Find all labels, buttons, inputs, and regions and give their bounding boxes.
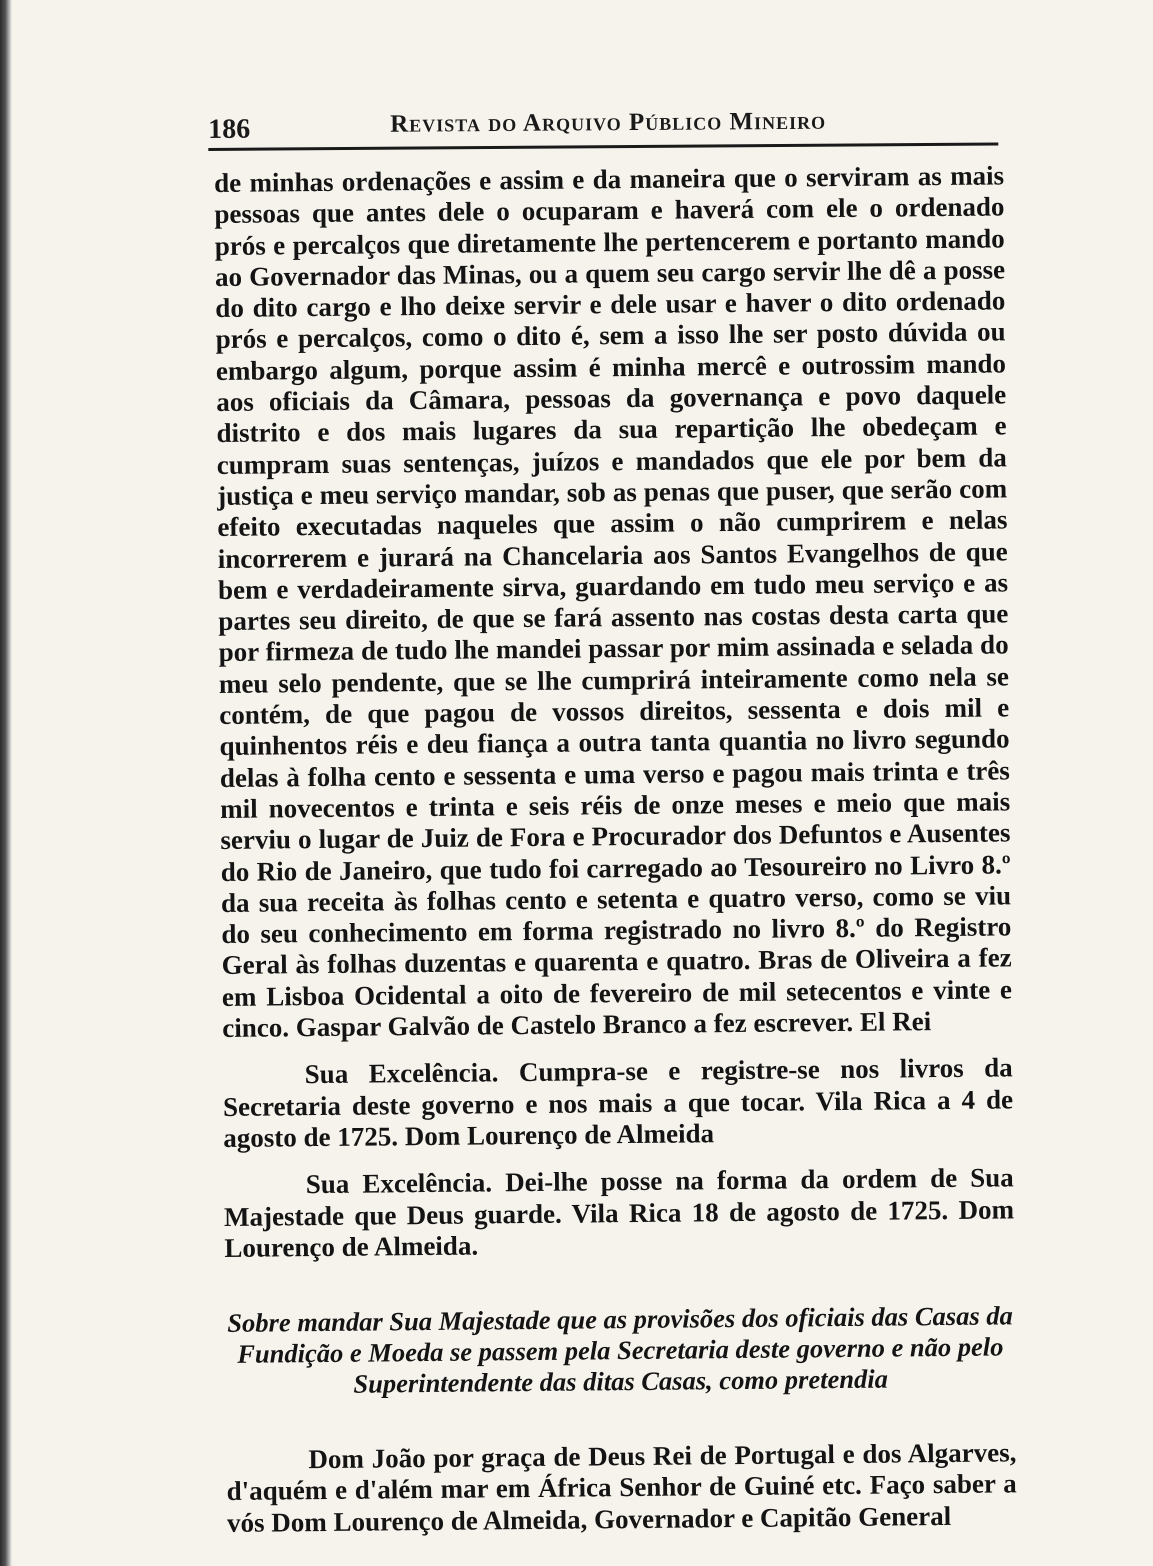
spacer [225, 1256, 1015, 1308]
page-body [214, 160, 1017, 1539]
running-title: Revista do Arquivo Público Mineiro [390, 107, 827, 138]
paragraph-cumpra-se: Sua Excelência. Cumpra-se e registre-se nos livros da Secretaria deste governo e nos mais a que tocar. Vila Rica a 4 de agosto de 1725. Dom Lourenço de Almeida [222, 1052, 1014, 1153]
paragraph-dom-joao: Dom João por graça de Deus Rei de Portugal e dos Algarves, d'aquém e d'além mar em África Senhor de Guiné etc. Faço saber a vós Dom Lourenço de Almeida, Governador e Capitão General [226, 1437, 1017, 1538]
section-title: Sobre mandar Sua Majestade que as provisões dos oficiais das Casas da Fundição e Moeda se passem pela Secretaria deste governo e não pelo Superintendente das ditas Casas, como pretendia [227, 1300, 1013, 1399]
page-header [208, 98, 998, 151]
spacer [226, 1393, 1016, 1445]
page-number: 186 [208, 113, 251, 145]
binding-edge [0, 0, 12, 1566]
paragraph-continuation: de minhas ordenações e assim e da maneira que o serviram as mais pessoas que antes dele o ocuparam e haverá com ele o ordenado prós e percalços que diretamente lhe pertencerem e portanto mando ao Governador das Minas, ou a quem seu cargo servir lhe dê a posse do dito cargo e lho deixe servir e dele usar e haver o dito ordenado prós e percalços, como o dito é, sem a isso lhe ser posto dúvida ou embargo algum, porque assim é minha mercê e outrossim mando aos oficiais da Câmara, pessoas da governança e povo daquele distrito e dos mais lugares da sua repartição lhe obedeçam e cumpram suas sentenças, juízos e mandados que ele por bem da justiça e meu serviço mandar, sob as penas que puser, que serão com efeito executadas naqueles que assim o não cumprirem e nelas incorrerem e jurará na Chancelaria aos Santos Evangelhos de que bem e verdadeiramente sirva, guardando em tudo meu serviço e as partes seu direito, de que se fará assento nas costas desta carta que por firmeza de tudo lhe mandei passar por mim assinada e selada do meu selo pendente, que se lhe cumprirá inteiramente como nela se contém, de que pagou de vossos direitos, sessenta e dois mil e quinhentos réis e deu fiança a outra tanta quantia no livro segundo delas à folha cento e sessenta e uma verso e pagou mais trinta e três mil novecentos e trinta e seis réis de onze meses e meio que mais serviu o lugar de Juiz de Fora e Procurador dos Defuntos e Ausentes do Rio de Janeiro, que tudo foi carregado ao Tesoureiro no Livro 8.º da sua receita às folhas cento e setenta e quatro verso, como se viu do seu conhecimento em forma registrado no livro 8.º do Registro Geral às folhas duzentas e quarenta e quatro. Bras de Oliveira a fez em Lisboa Ocidental a oito de fevereiro de mil setecentos e vinte e cinco. Gaspar Galvão de Castelo Branco a fez escrever. El Rei [214, 160, 1013, 1043]
paragraph-posse: Sua Excelência. Dei-lhe posse na forma da ordem de Sua Majestade que Deus guarde. Vila Rica 18 de agosto de 1725. Dom Lourenço de Almeida. [223, 1162, 1015, 1263]
